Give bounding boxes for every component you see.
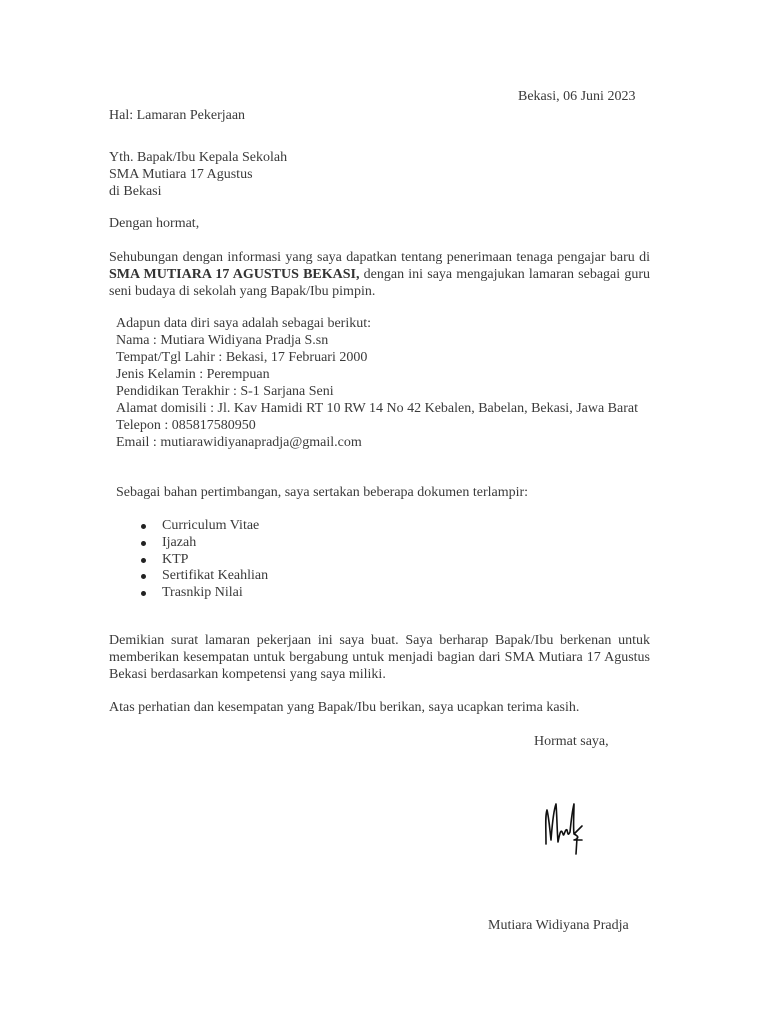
regards: Hormat saya, xyxy=(534,734,609,749)
bullet-icon xyxy=(141,524,146,529)
field-email: Email : mutiarawidiyanapradja@gmail.com xyxy=(116,435,362,450)
recipient-block xyxy=(109,149,287,200)
attachments-intro: Sebagai bahan pertimbangan, saya sertakan beberapa dokumen terlampir: xyxy=(116,485,529,500)
list-item xyxy=(109,584,268,601)
list-item xyxy=(109,517,268,534)
recipient-line: Yth. Bapak/Ibu Kepala Sekolah xyxy=(109,150,288,165)
school-name-bold: SMA MUTIARA 17 AGUSTUS BEKASI, xyxy=(109,267,360,282)
list-item-label: Sertifikat Keahlian xyxy=(162,568,269,584)
personal-data-heading: Adapun data diri saya adalah sebagai berikut: xyxy=(116,316,372,331)
personal-data-block xyxy=(116,315,650,451)
salutation: Dengan hormat, xyxy=(109,216,200,231)
thanks-line: Atas perhatian dan kesempatan yang Bapak/Ibu berikan, saya ucapkan terima kasih. xyxy=(109,700,580,715)
bullet-icon xyxy=(141,558,146,563)
recipient-line: SMA Mutiara 17 Agustus xyxy=(109,167,253,182)
closing-paragraph: Demikian surat lamaran pekerjaan ini saya buat. Saya berharap Bapak/Ibu berkenan untuk memberikan kesempatan untuk bergabung untuk menjadi bagian dari SMA Mutiara 17 Agustus Bekasi berdasarkan kompetensi yang saya miliki. xyxy=(109,633,650,682)
field-address: Alamat domisili : Jl. Kav Hamidi RT 10 RW 14 No 42 Kebalen, Babelan, Bekasi, Jawa Barat xyxy=(116,401,638,416)
list-item-label: Curriculum Vitae xyxy=(162,518,260,533)
intro-text: Sehubungan dengan informasi yang saya dapatkan tentang penerimaan tenaga pengajar baru di xyxy=(109,250,650,265)
field-phone: Telepon : 085817580950 xyxy=(116,418,256,433)
list-item xyxy=(109,551,268,568)
signature-image xyxy=(538,798,598,858)
bullet-icon xyxy=(141,541,146,546)
list-item xyxy=(109,534,268,551)
field-birth: Tempat/Tgl Lahir : Bekasi, 17 Februari 2000 xyxy=(116,350,368,365)
list-item-label: Ijazah xyxy=(162,534,197,550)
list-item-label: KTP xyxy=(162,551,189,567)
attachments-list xyxy=(109,517,268,601)
field-education: Pendidikan Terakhir : S-1 Sarjana Seni xyxy=(116,384,334,399)
subject-line: Hal: Lamaran Pekerjaan xyxy=(109,108,246,123)
signatory-name: Mutiara Widiyana Pradja xyxy=(488,918,629,933)
intro-paragraph xyxy=(109,249,650,300)
place-date: Bekasi, 06 Juni 2023 xyxy=(518,89,636,104)
field-gender: Jenis Kelamin : Perempuan xyxy=(116,367,270,382)
field-name: Nama : Mutiara Widiyana Pradja S.sn xyxy=(116,333,329,348)
list-item xyxy=(109,567,268,584)
list-item-label: Trasnkip Nilai xyxy=(162,585,243,601)
bullet-icon xyxy=(141,591,146,596)
intro-text: dengan ini saya mengajukan lamaran sebagai guru seni budaya di sekolah yang Bapak/Ibu pimpin. xyxy=(109,267,650,299)
bullet-icon xyxy=(141,574,146,579)
recipient-line: di Bekasi xyxy=(109,184,162,199)
